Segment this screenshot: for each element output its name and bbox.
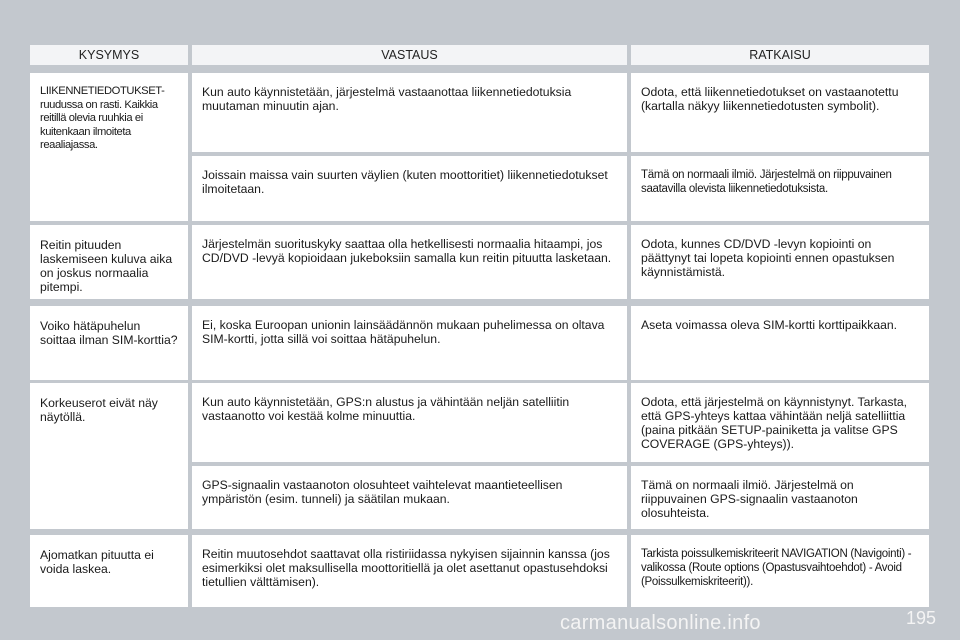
answer-cell: Järjestelmän suorituskyky saattaa olla hetkellisesti normaalia hitaampi, jos CD/DVD -levyä kopioidaan jukeboksiin samalla kun reitin pituutta lasketaan. [192,225,627,299]
answer-cell: Ei, koska Euroopan unionin lainsäädännön mukaan puhelimessa on oltava SIM-kortti, jotta sillä voi soittaa hätäpuhelun. [192,306,627,380]
question-cell: Reitin pituuden laskemiseen kuluva aika on joskus normaalia pitempi. [30,225,188,299]
question-cell: Ajomatkan pituutta ei voida laskea. [30,535,188,607]
column-header-question: KYSYMYS [30,45,188,65]
answer-cell: Kun auto käynnistetään, järjestelmä vastaanottaa liikennetiedotuksia muutaman minuutin ajan. [192,73,627,152]
solution-cell: Tarkista poissulkemiskriteerit NAVIGATION (Navigointi) -valikossa (Route options (Opastusvaihtoehdot) - Avoid (Poissulkemiskriteerit)). [631,535,929,607]
watermark: carmanualsonline.info [560,612,761,634]
solution-cell: Aseta voimassa oleva SIM-kortti korttipaikkaan. [631,306,929,380]
answer-cell: Joissain maissa vain suurten väylien (kuten moottoritiet) liikennetiedotukset ilmoitetaan. [192,156,627,221]
answer-cell: Reitin muutosehdot saattavat olla ristiriidassa nykyisen sijainnin kanssa (jos esimerkiksi olet maksullisella moottoritiellä ja olet asettanut opastusehdoksi tietullien välttämisen). [192,535,627,607]
solution-cell: Odota, kunnes CD/DVD -levyn kopiointi on päättynyt tai lopeta kopiointi ennen opastuksen käynnistämistä. [631,225,929,299]
answer-cell: Kun auto käynnistetään, GPS:n alustus ja vähintään neljän satelliitin vastaanotto voi kestää kolme minuuttia. [192,383,627,462]
answer-cell: GPS-signaalin vastaanoton olosuhteet vaihtelevat maantieteellisen ympäristön (esim. tunneli) ja säätilan mukaan. [192,466,627,529]
solution-cell: Odota, että järjestelmä on käynnistynyt. Tarkasta, että GPS-yhteys kattaa vähintään neljä satelliittia (paina pitkään SETUP-painiketta ja valitse GPS COVERAGE (GPS-yhteys)). [631,383,929,462]
solution-cell: Odota, että liikennetiedotukset on vastaanotettu (kartalla näkyy liikennetiedotusten symbolit). [631,73,929,152]
page-number: 195 [906,608,937,628]
question-cell: Voiko hätäpuhelun soittaa ilman SIM-korttia? [30,306,188,380]
column-header-answer: VASTAUS [192,45,627,65]
solution-cell: Tämä on normaali ilmiö. Järjestelmä on riippuvainen GPS-signaalin vastaanoton olosuhteista. [631,466,929,529]
question-cell: Korkeuserot eivät näy näytöllä. [30,383,188,529]
solution-cell: Tämä on normaali ilmiö. Järjestelmä on riippuvainen saatavilla olevista liikennetiedotuksista. [631,156,929,221]
question-cell: LIIKENNETIEDOTUKSET-ruudussa on rasti. Kaikkia reitillä olevia ruuhkia ei kuitenkaan ilmoiteta reaaliajassa. [30,73,188,221]
column-header-solution: RATKAISU [631,45,929,65]
